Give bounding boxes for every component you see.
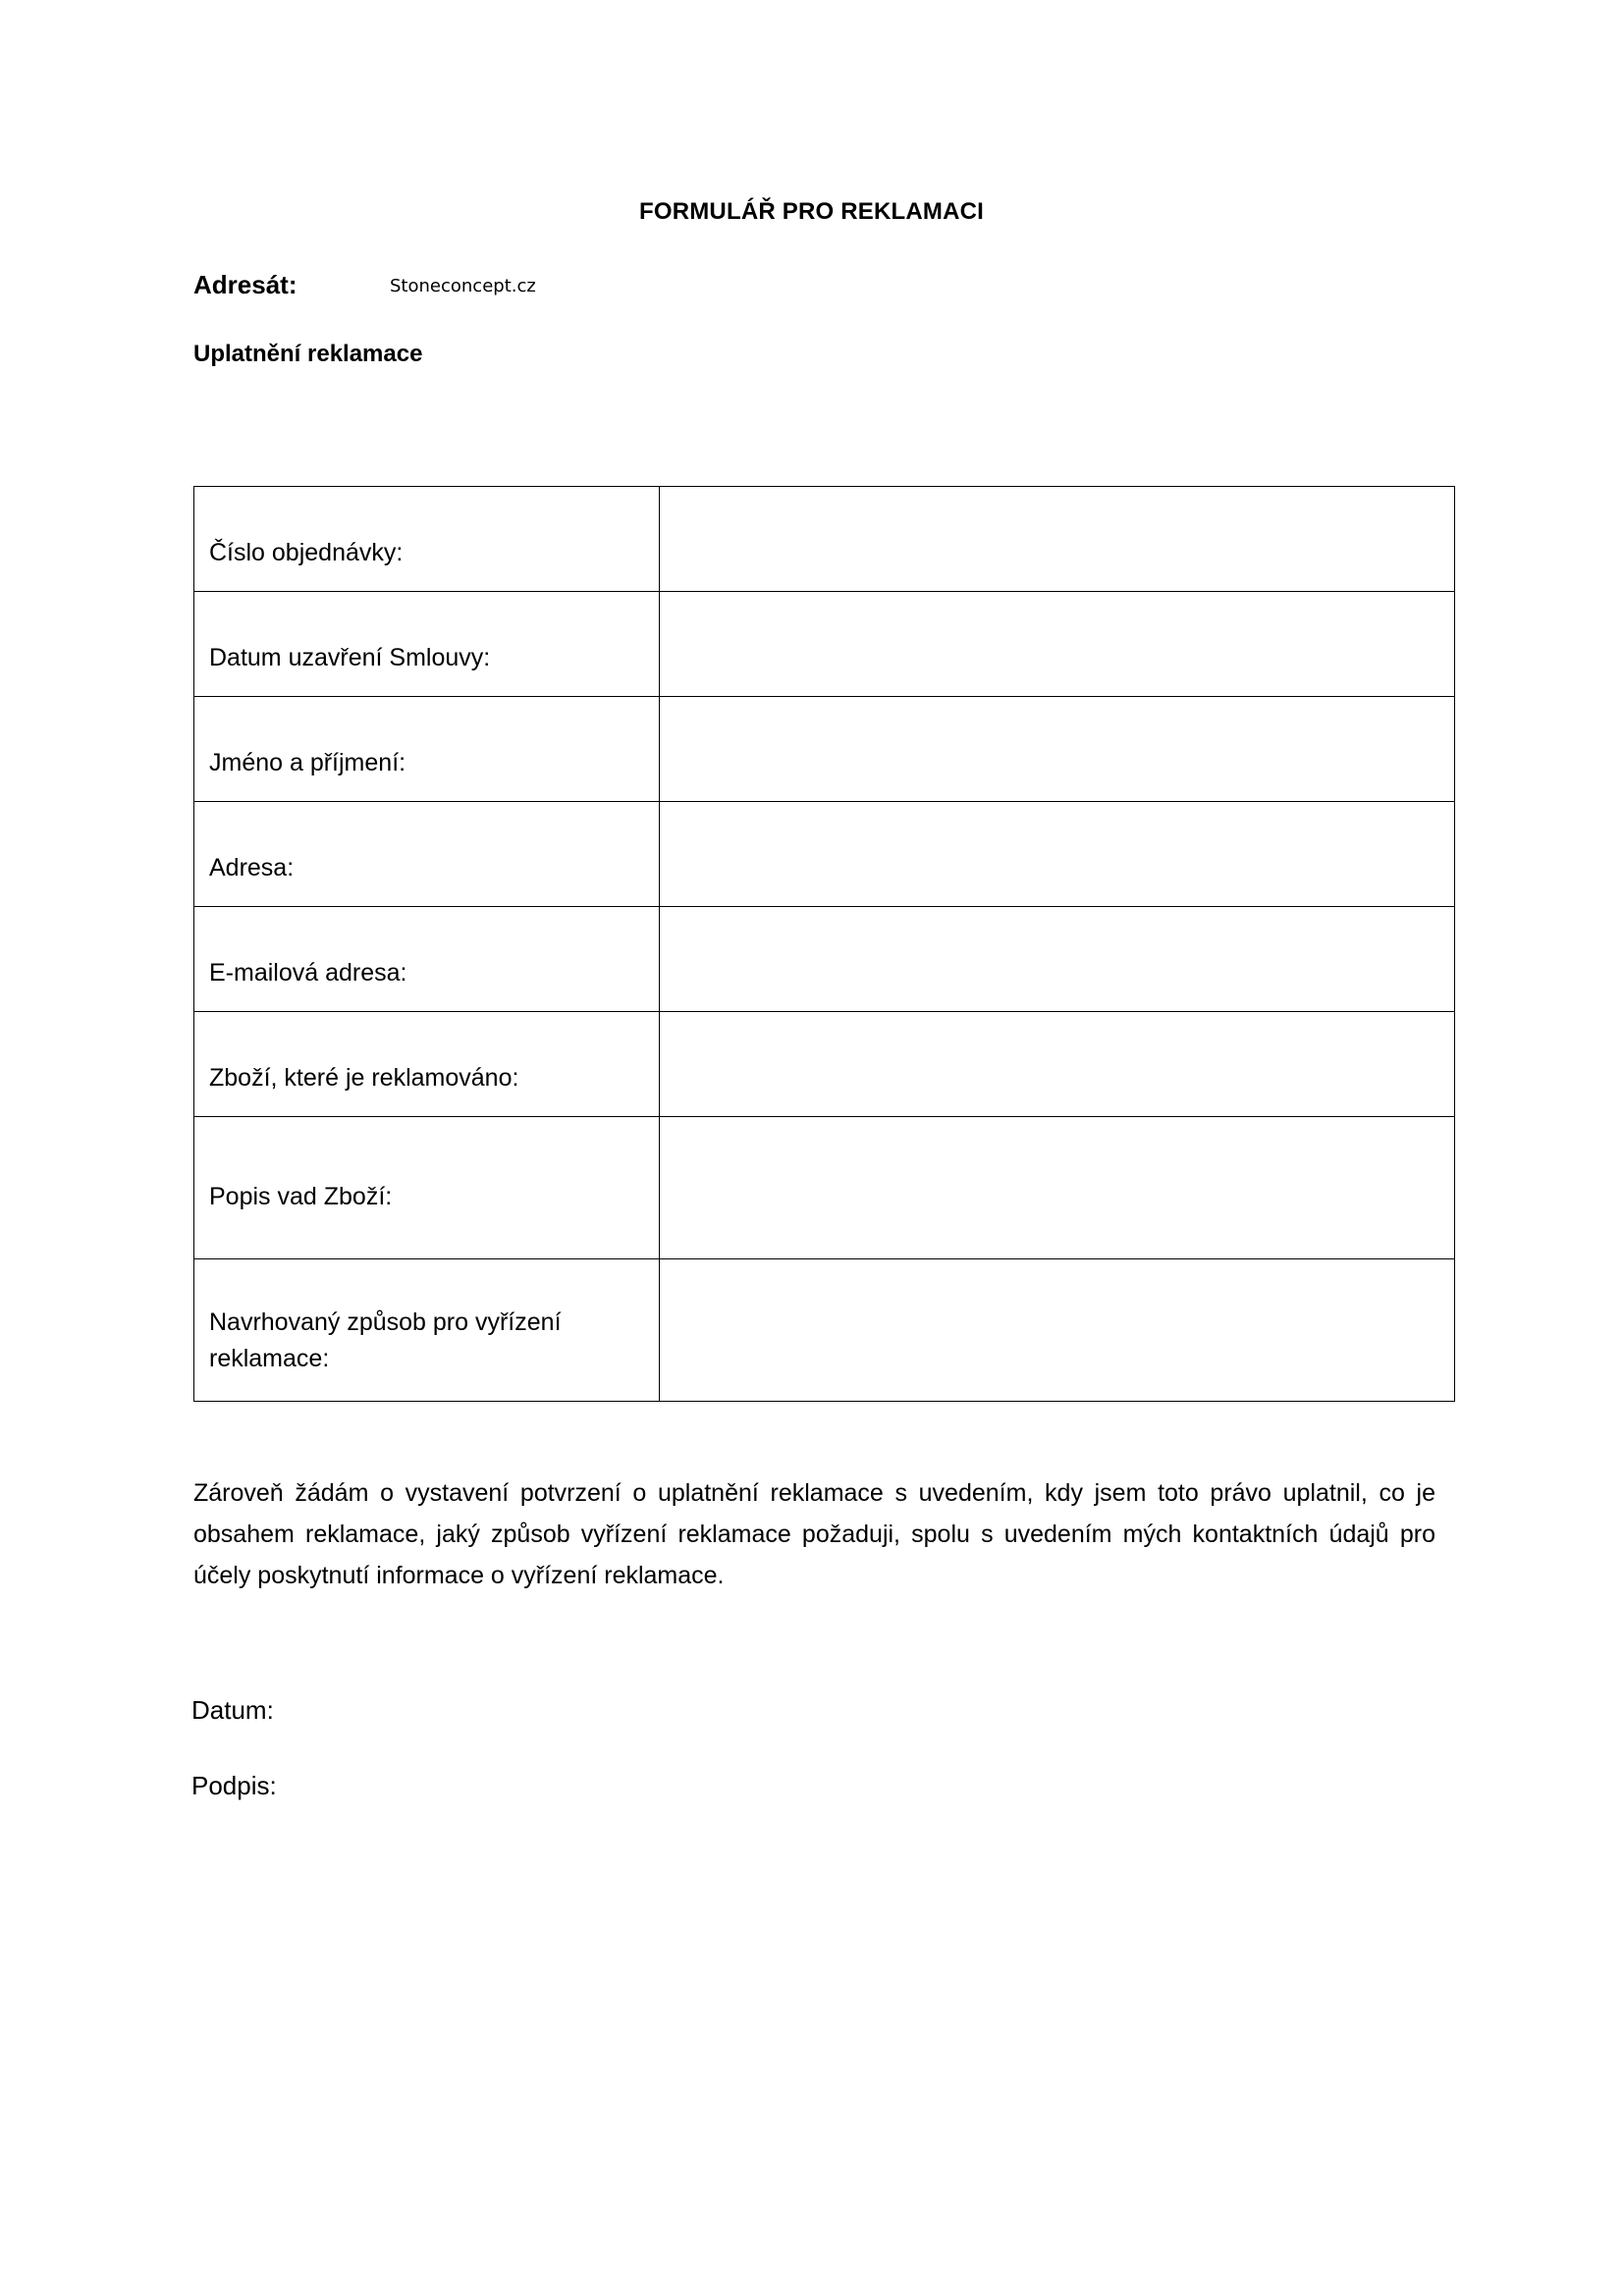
addressee-label: Adresát: [193, 270, 298, 299]
confirmation-request-text: Zároveň žádám o vystavení potvrzení o uplatnění reklamace s uvedením, kdy jsem toto právo uplatnil, co je obsahem reklamace, jaký způsob vyřízení reklamace požaduji, spolu s uvedením mých kontaktních údajů pro účely poskytnutí informace o vyřízení reklamace. [193, 1479, 1435, 1589]
defect-description-field[interactable] [660, 1117, 1455, 1259]
contract-date-field[interactable] [660, 592, 1455, 697]
full-name-field[interactable] [660, 697, 1455, 802]
defect-description-label: Popis vad Zboží: [194, 1117, 660, 1259]
signature-label: Podpis: [191, 1771, 277, 1800]
order-number-field[interactable] [660, 487, 1455, 592]
email-label: E-mailová adresa: [194, 907, 660, 1012]
date-label: Datum: [191, 1695, 274, 1725]
complaint-form-table [193, 486, 1455, 1402]
table-row [194, 592, 1455, 697]
full-name-label: Jméno a příjmení: [194, 697, 660, 802]
addressee-value: Stoneconcept.cz [390, 276, 536, 296]
resolution-method-field[interactable] [660, 1259, 1455, 1402]
page-title: FORMULÁŘ PRO REKLAMACI [638, 198, 985, 225]
address-label: Adresa: [194, 802, 660, 907]
email-field[interactable] [660, 907, 1455, 1012]
address-field[interactable] [660, 802, 1455, 907]
order-number-label: Číslo objednávky: [194, 487, 660, 592]
table-row [194, 802, 1455, 907]
table-row [194, 907, 1455, 1012]
contract-date-label: Datum uzavření Smlouvy: [194, 592, 660, 697]
claimed-goods-field[interactable] [660, 1012, 1455, 1117]
table-row [194, 697, 1455, 802]
table-row [194, 487, 1455, 592]
table-row [194, 1259, 1455, 1402]
claimed-goods-label: Zboží, které je reklamováno: [194, 1012, 660, 1117]
table-row [194, 1012, 1455, 1117]
resolution-method-label: Navrhovaný způsob pro vyřízení reklamace: [194, 1259, 660, 1402]
table-row [194, 1117, 1455, 1259]
section-heading: Uplatnění reklamace [193, 341, 423, 367]
